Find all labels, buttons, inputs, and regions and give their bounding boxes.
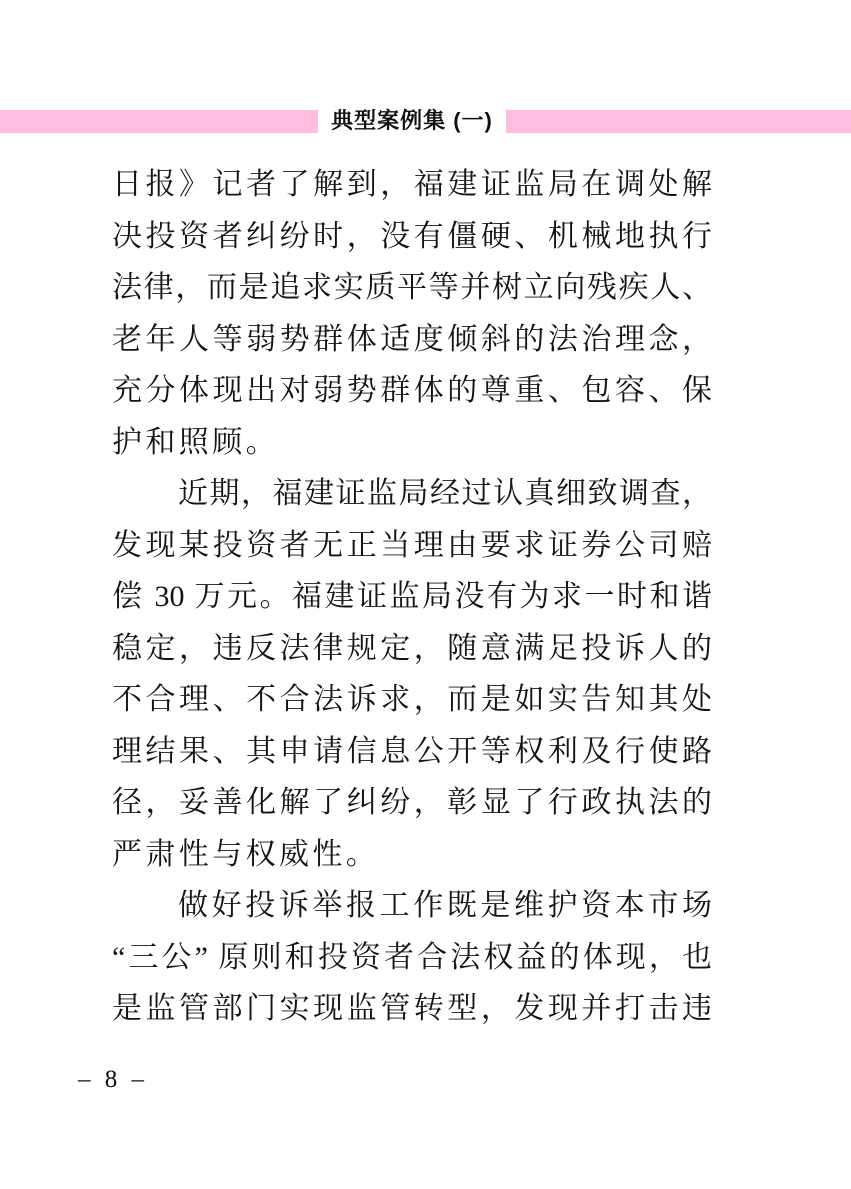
header-bar-right [506,110,851,133]
text-line: 充分体现出对弱势群体的尊重、包容、保 [112,374,712,407]
text-line: 理结果、其申请信息公开等权利及行使路 [112,734,712,768]
text-line: 法律，而是追求实质平等并树立向残疾人、 [112,271,712,304]
text-line: 做好投诉举报工作既是维护资本市场 [178,889,712,922]
running-head-title: 典型案例集 (一) [331,108,493,133]
header-bar-left [0,110,318,133]
text-line: 不合理、不合法诉求，而是如实告知其处 [112,683,712,716]
text-line: 近期，福建证监局经过认真细致调查， [178,477,712,510]
page-number: – 8 – [78,1066,148,1093]
text-line: 护和照顾。 [112,425,279,459]
text-line: 径，妥善化解了纠纷，彰显了行政执法的 [112,786,712,819]
text-line: 日报》记者了解到，福建证监局在调处解 [112,168,712,201]
text-line: 偿 30 万元。福建证监局没有为求一时和谐 [112,580,712,613]
text-line: 严肃性与权威性。 [112,837,380,871]
text-line: 稳定，违反法律规定，随意满足投诉人的 [112,631,712,665]
text-line: 老年人等弱势群体适度倾斜的法治理念， [112,322,712,356]
body-text [112,159,712,1035]
text-line: 决投资者纠纷时，没有僵硬、机械地执行 [112,219,712,253]
text-line: 是监管部门实现监管转型，发现并打击违 [112,992,712,1025]
text-line: 发现某投资者无正当理由要求证券公司赔 [112,528,712,562]
text-line: “三公” 原则和投资者合法权益的体现，也 [112,940,712,974]
